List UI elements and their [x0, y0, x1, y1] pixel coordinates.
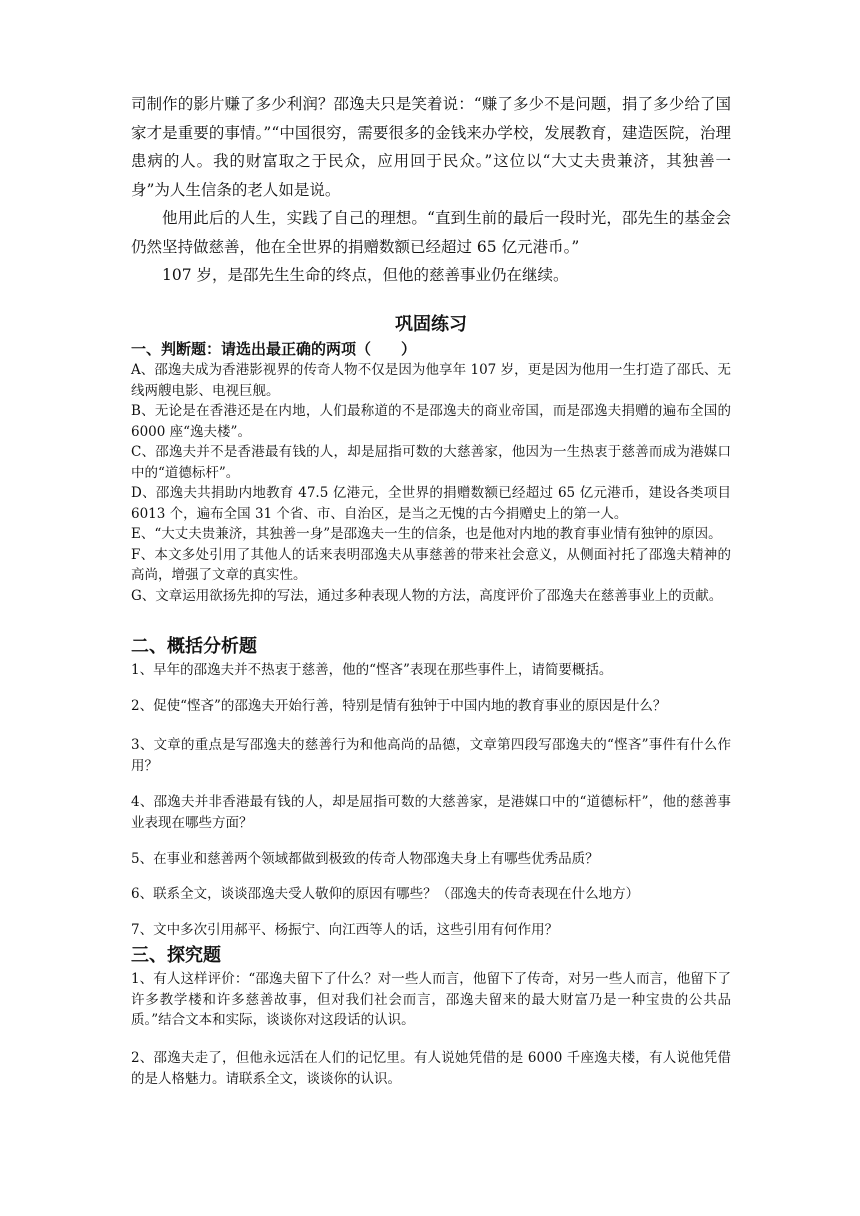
question-7: 7、文中多次引用郝平、杨振宁、向江西等人的话，这些引用有何作用？ [131, 922, 559, 938]
option-a: A、邵逸夫成为香港影视界的传奇人物不仅是因为他享年 107 岁，更是因为他用一生打造了邵氏、无线两艘电影、电视巨舰。 [131, 362, 731, 399]
option-b: B、无论是在香港还是在内地，人们最称道的不是邵逸夫的商业帝国，而是邵逸夫捐赠的遍布全国的 6000 座“逸夫楼”。 [131, 403, 731, 440]
section-heading: 一、判断题：请选出最正确的两项（ ） [131, 340, 417, 358]
intro-paragraph-3: 107 岁，是邵先生生命的终点，但他的慈善事业仍在继续。 [162, 266, 569, 284]
section-inquiry [131, 943, 731, 969]
intro-text [131, 90, 731, 290]
section-heading: 二、概括分析题 [131, 636, 257, 657]
question-4: 4、邵逸夫并非香港最有钱的人，却是屈指可数的大慈善家，是港媒口中的“道德标杆”，他的慈善事业表现在哪些方面？ [131, 794, 731, 831]
option-f: F、本文多处引用了其他人的话来表明邵逸夫从事慈善的带来社会意义，从侧面衬托了邵逸夫精神的高尚，增强了文章的真实性。 [131, 546, 731, 583]
inquiry-question-1: 1、有人这样评价：“邵逸夫留下了什么？对一些人而言，他留下了传奇，对另一些人而言，他留下了许多教学楼和许多慈善故事，但对我们社会而言，邵逸夫留来的最大财富乃是一种宝贵的公共品质。”结合文本和实际，谈谈你对这段话的认识。 [131, 971, 731, 1028]
question-2: 2、促使“悭吝”的邵逸夫开始行善，特别是情有独钟于中国内地的教育事业的原因是什么？ [131, 698, 667, 714]
option-d: D、邵逸夫共捐助内地教育 47.5 亿港元，全世界的捐赠数额已经超过 65 亿元港币，建设各类项目 6013 个，遍布全国 31 个省、市、自治区，是当之无愧的古今捐赠史上的第一人。 [131, 485, 731, 522]
intro-paragraph-1: 司制作的影片赚了多少利润？邵逸夫只是笑着说：“赚了多少不是问题，捐了多少给了国家才是重要的事情。”“中国很穷，需要很多的金钱来办学校，发展教育，建造医院，治理患病的人。我的财富取之于民众，应用回于民众。”这位以“大丈夫贵兼济，其独善一身”为人生信条的老人如是说。 [131, 95, 731, 199]
option-e: E、“大丈夫贵兼济，其独善一身”是邵逸夫一生的信条，也是他对内地的教育事业情有独钟的原因。 [131, 526, 722, 542]
section-judgment [131, 338, 731, 606]
question-1: 1、早年的邵逸夫并不热衷于慈善，他的“悭吝”表现在那些事件上，请简要概括。 [131, 662, 613, 678]
question-3: 3、文章的重点是写邵逸夫的慈善行为和他高尚的品德，文章第四段写邵逸夫的“悭吝”事件有什么作用？ [131, 737, 731, 774]
option-c: C、邵逸夫并不是香港最有钱的人，却是屈指可数的大慈善家，他因为一生热衷于慈善而成为港媒口中的“道德标杆”。 [131, 444, 731, 481]
section-heading: 三、探究题 [131, 945, 221, 966]
intro-paragraph-2: 他用此后的人生，实践了自己的理想。“直到生前的最后一段时光，邵先生的基金会仍然坚持做慈善，他在全世界的捐赠数额已经超过 65 亿元港币。” [131, 209, 731, 256]
page-title: 巩固练习 [395, 314, 467, 335]
inquiry-question-2: 2、邵逸夫走了，但他永远活在人们的记忆里。有人说她凭借的是 6000 千座逸夫楼，有人说他凭借的是人格魅力。请联系全文，谈谈你的认识。 [131, 1050, 731, 1087]
question-5: 5、在事业和慈善两个领域都做到极致的传奇人物邵逸夫身上有哪些优秀品质？ [131, 851, 599, 867]
section-analysis [131, 634, 731, 660]
option-g: G、文章运用欲扬先抑的写法，通过多种表现人物的方法，高度评价了邵逸夫在慈善事业上的贡献。 [131, 587, 723, 604]
question-6: 6、联系全文，谈谈邵逸夫受人敬仰的原因有哪些？（邵逸夫的传奇表现在什么地方） [131, 886, 640, 902]
